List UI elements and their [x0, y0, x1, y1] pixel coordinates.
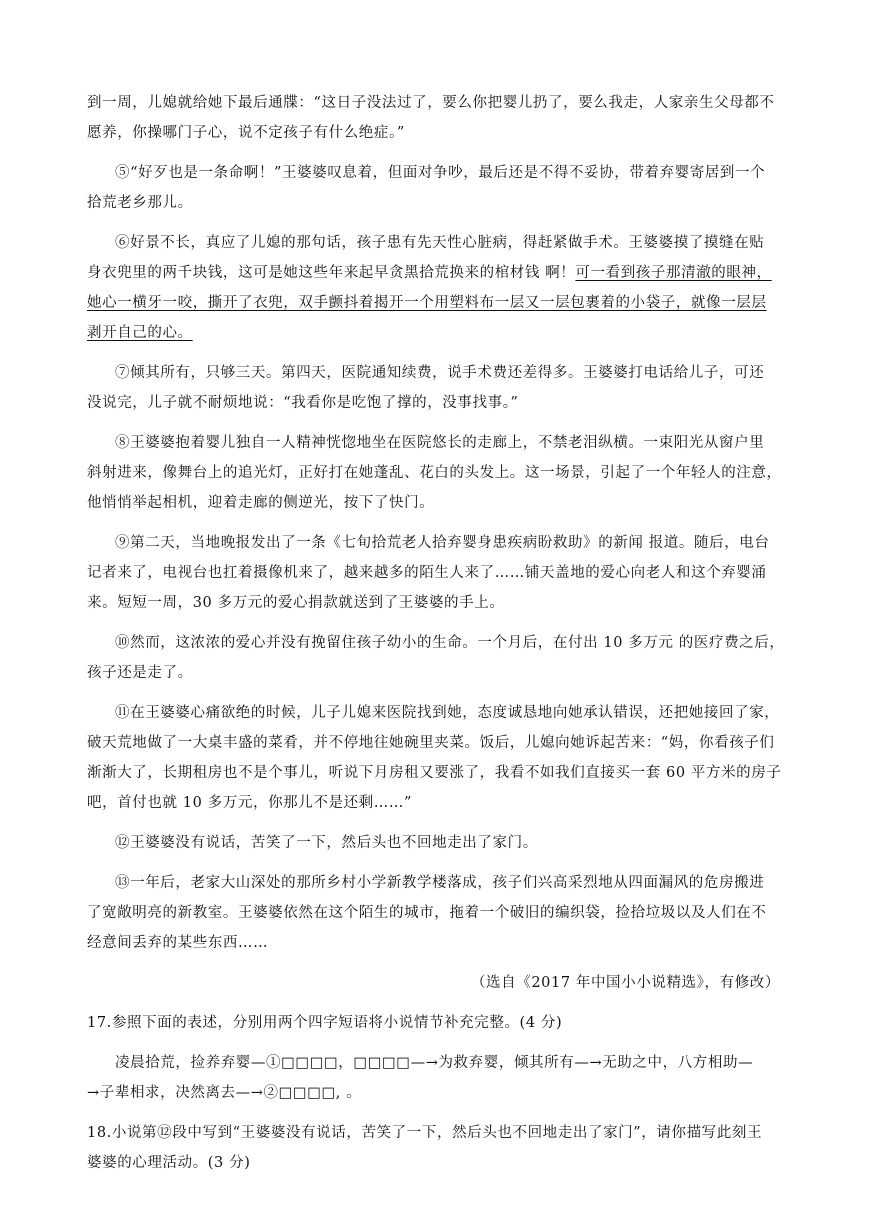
text-line: ⑩然而，这浓浓的爱心并没有挽留住孩子幼小的生命。一个月后，在付出 10 多万元 的医疗费之后， [115, 635, 785, 651]
text-line [87, 318, 784, 348]
text-line: ⑬一年后，老家大山深处的那所乡村小学新教学楼落成，孩子们兴高采烈地从四面漏风的危房搬进 [115, 875, 765, 891]
paragraph-9 [87, 528, 784, 618]
underlined-sentence: 可一看到孩子那清澈的眼神， [575, 265, 772, 281]
text-line: 孩子还是走了。 [87, 665, 193, 681]
text-line: ⑥好景不长，真应了儿媳的那句话，孩子患有先天性心脏病，得赶紧做手术。王婆婆摸了摸缝在贴 [115, 235, 765, 251]
text-segment: 身衣兜里的两千块钱，这可是她这些年来起早贪黑拾荒换来的棺材钱 啊！ [87, 265, 576, 281]
paragraph-8 [87, 428, 784, 518]
plot-summary-line: →子辈相求，决然离去—→②□□□□, 。 [87, 1085, 362, 1101]
text-line: 了宽敞明亮的新教室。王婆婆依然在这个陌生的城市，拖着一个破旧的编织袋，捡拾垃圾以及人们在不 [87, 905, 767, 921]
text-line: 拾荒老乡那儿。 [87, 195, 193, 211]
paragraph-7 [87, 358, 784, 418]
text-line: ⑦倾其所有，只够三天。第四天，医院通知续费，说手术费还差得多。王婆婆打电话给儿子，可还 [115, 365, 765, 381]
text-line: 他悄悄举起相机，迎着走廊的侧逆光，按下了快门。 [87, 495, 435, 511]
underlined-sentence: 她心一横牙一咬，撕开了衣兜，双手颤抖着揭开一个用塑料布一层又一层包裹着的小袋子，就像一层层 [87, 295, 767, 311]
text-line: ⑤“好歹也是一条命啊！”王婆婆叹息着，但面对争吵，最后还是不得不妥协，带着弃婴寄居到一个 [115, 165, 766, 181]
text-line: 斜射进来，像舞台上的追光灯，正好打在她蓬乱、花白的头发上。这一场景，引起了一个年轻人的注意， [87, 465, 782, 481]
question-17 [87, 1008, 784, 1108]
text-line [87, 288, 784, 318]
text-line: ⑫王婆婆没有说话，苦笑了一下，然后头也不回地走出了家门。 [115, 835, 538, 851]
paragraph-6 [87, 228, 784, 348]
paragraph-12 [87, 828, 784, 858]
text-line: 记者来了，电视台也扛着摄像机来了，越来越多的陌生人来了……铺天盖地的爱心向老人和这个弃婴涌 [87, 565, 767, 581]
paragraph-5 [87, 158, 784, 218]
text-line [87, 258, 784, 288]
question-stem: 17.参照下面的表述，分别用两个四字短语将小说情节补充完整。(4 分) [87, 1015, 563, 1031]
text-line: 吧，首付也就 10 多万元，你那儿不是还剩……” [87, 795, 412, 811]
text-line: ⑧王婆婆抱着婴儿独自一人精神恍惚地坐在医院悠长的走廊上，不禁老泪纵横。一束阳光从窗户里 [115, 435, 765, 451]
document-page [87, 88, 784, 1178]
underlined-sentence: 剥开自己的心。 [87, 325, 193, 341]
text-line: 来。短短一周，30 多万元的爱心捐款就送到了王婆婆的手上。 [87, 595, 505, 611]
text-line: 经意间丢弃的某些东西…… [87, 935, 269, 951]
plot-summary-line: 凌晨拾荒，捡养弃婴—①□□□□，□□□□—→为救弃婴，倾其所有—→无助之中，八方相助— [115, 1055, 754, 1071]
paragraph-11 [87, 698, 784, 818]
text-line: 渐渐大了，长期租房也不是个事儿，听说下月房租又要涨了，我看不如我们直接买一套 60 平方米的房子 [87, 765, 782, 781]
text-line: ⑨第二天，当地晚报发出了一条《七旬拾荒老人拾弃婴身患疾病盼救助》的新闻 报道。随后，电台 [115, 535, 770, 551]
paragraph-10 [87, 628, 784, 688]
question-18 [87, 1118, 784, 1178]
question-stem: 18.小说第⑫段中写到“王婆婆没有说话，苦笑了一下，然后头也不回地走出了家门”，请你描写此刻王 [87, 1125, 763, 1141]
text-line: ⑪在王婆婆心痛欲绝的时候，儿子儿媳来医院找到她，态度诚恳地向她承认错误，还把她接回了家， [115, 705, 780, 721]
text-line: 没说完，儿子就不耐烦地说：“我看你是吃饱了撑的，没事找事。” [87, 395, 519, 411]
text-line: 到一周，儿媳就给她下最后通牒：“这日子没法过了，要么你把婴儿扔了，要么我走，人家亲生父母都不 [87, 95, 775, 111]
paragraph-13 [87, 868, 784, 958]
paragraph-4-continued [87, 88, 784, 148]
text-line: 愿养，你操哪门子心，说不定孩子有什么绝症。” [87, 125, 405, 141]
text-line: 破天荒地做了一大桌丰盛的菜肴，并不停地往她碗里夹菜。饭后，儿媳向她诉起苦来：“妈，你看孩子们 [87, 735, 775, 751]
question-stem: 婆婆的心理活动。(3 分) [87, 1155, 251, 1171]
source-citation: （选自《2017 年中国小小说精选》，有修改） [470, 975, 780, 991]
